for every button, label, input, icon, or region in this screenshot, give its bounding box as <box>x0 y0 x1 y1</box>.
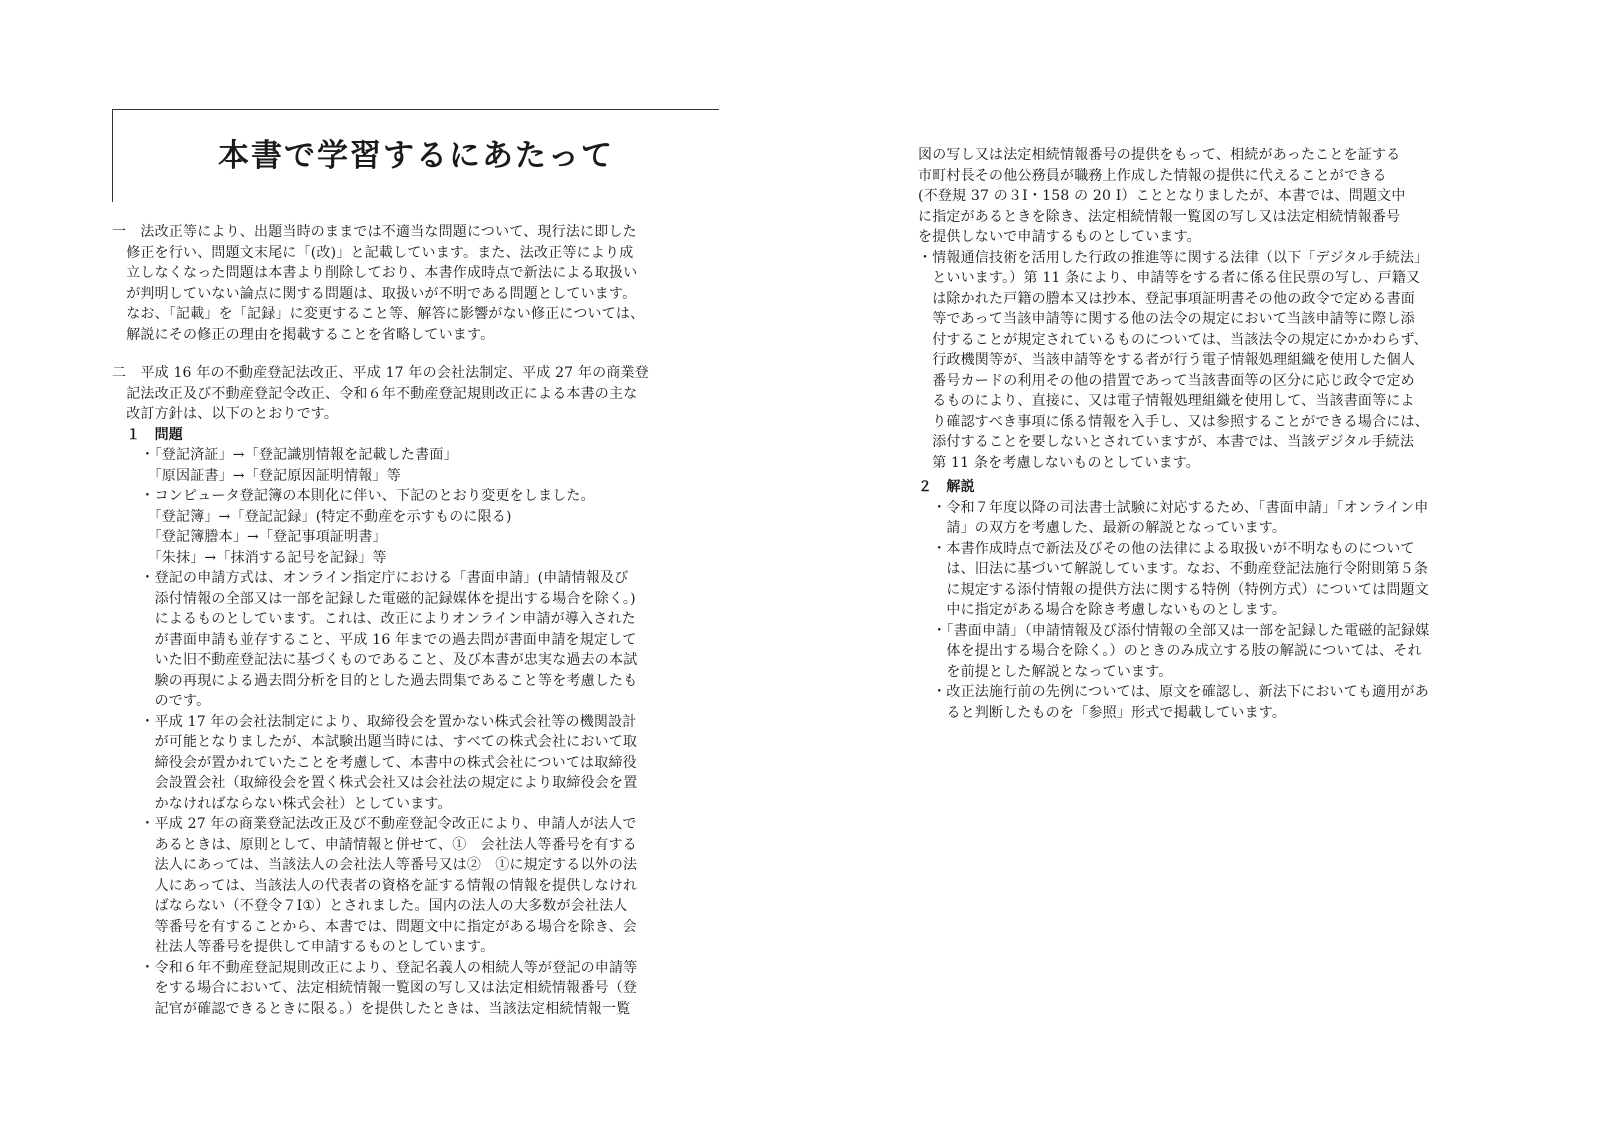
text-line: 等番号を有することから、本書では、問題文中に指定がある場合を除き、会 <box>112 918 637 935</box>
text-line: 立しなくなった問題は本書より削除しており、本書作成時点で新法による取扱い <box>112 265 638 281</box>
text-line: 付することが規定されているものについては、当該法令の規定にかかわらず、 <box>918 331 1428 348</box>
text-line: 修正を行い、問題文末尾に「(改)」と記載しています。また、法改正等により成 <box>112 244 634 261</box>
text-line: 番号カードの利用その他の措置であって当該書面等の区分に応じ政令で定め <box>918 372 1415 389</box>
text-line: なお、「記載」を「記録」に変更すること等、解答に影響がない修正については、 <box>112 306 645 322</box>
text-line: 行政機関等が、当該申請等をする者が行う電子情報処理組織を使用した個人 <box>918 352 1415 368</box>
text-line: るものにより、直接に、又は電子情報処理組織を使用して、当該書面等によ <box>918 393 1415 409</box>
title-box <box>112 109 719 202</box>
text-line: １ 問題 <box>112 426 183 443</box>
text-line: 験の再現による過去問分析を目的とした過去問集であること等を考慮したも <box>112 672 638 689</box>
text-line: は、旧法に基づいて解説しています。なお、不動産登記法施行令附則第５条 <box>918 561 1429 577</box>
text-line: ・本書作成時点で新法及びその他の法律による取扱いが不明なものについて <box>918 540 1415 557</box>
text-line: は除かれた戸籍の謄本又は抄本、登記事項証明書その他の政令で定める書面 <box>918 290 1415 307</box>
text-line: あるときは、原則として、申請情報と併せて、① 会社法人等番号を有する <box>112 836 637 853</box>
text-line: を前提とした解説となっています。 <box>918 663 1173 680</box>
text-line: をする場合において、法定相続情報一覧図の写し又は法定相続情報番号（登 <box>112 980 638 996</box>
text-line: 社法人等番号を提供して申請するものとしています。 <box>112 939 495 955</box>
text-line: 「原因証書」→「登記原因証明情報」等 <box>112 467 401 484</box>
text-line: ばならない（不登令７Ⅰ①）とされました。国内の法人の大多数が会社法人 <box>112 898 628 914</box>
text-line: 一 法改正等により、出題当時のままでは不適当な問題について、現行法に即した <box>112 224 637 240</box>
text-line: ると判断したものを「参照」形式で掲載しています。 <box>918 704 1287 721</box>
text-line: 「登記簿謄本」→「登記事項証明書」 <box>112 529 387 545</box>
text-line: 請」の双方を考慮した、最新の解説となっています。 <box>918 520 1287 536</box>
text-line: ・令和７年度以降の司法書士試験に対応するため、「書面申請」「オンライン申 <box>918 499 1429 516</box>
text-line: が書面申請も並存すること、平成 16 年までの過去問が書面申請を規定して <box>112 631 637 648</box>
text-line: (不登規 37 の３Ⅰ・158 の 20 Ⅰ）こととなりましたが、本書では、問題文中 <box>918 188 1406 204</box>
text-line: 記法改正及び不動産登記令改正、令和６年不動産登記規則改正による本書の主な <box>112 385 638 402</box>
text-line: ・「書面申請」（申請情報及び添付情報の全部又は一部を記録した電磁的記録媒 <box>918 622 1430 639</box>
text-line: 「登記簿」→「登記記録」(特定不動産を示すものに限る) <box>112 508 512 525</box>
page-title: 本書で学習するにあたって <box>218 138 614 174</box>
text-line: 改訂方針は、以下のとおりです。 <box>112 406 339 422</box>
text-line: のです。 <box>112 693 211 709</box>
text-line: 法人にあっては、当該法人の会社法人等番号又は② ①に規定する以外の法 <box>112 857 638 873</box>
text-line: 解説にその修正の理由を掲載することを省略しています。 <box>112 326 495 343</box>
text-line: が可能となりましたが、本試験出題当時には、すべての株式会社において取 <box>112 734 638 750</box>
text-line: ・平成 17 年の会社法制定により、取締役会を置かない株式会社等の機関設計 <box>112 713 637 730</box>
text-line: ・情報通信技術を活用した行政の推進等に関する法律（以下「デジタル手続法」 <box>918 249 1429 266</box>
text-line: 図の写し又は法定相続情報番号の提供をもって、相続があったことを証する <box>918 147 1401 163</box>
text-line: 中に指定がある場合を除き考慮しないものとします。 <box>918 602 1287 618</box>
text-line: 市町村長その他公務員が職務上作成した情報の提供に代えることができる <box>918 167 1387 184</box>
text-line: ・コンピュータ登記簿の本則化に伴い、下記のとおり変更をしました。 <box>112 488 595 504</box>
text-line: によるものとしています。これは、改正によりオンライン申請が導入された <box>112 611 636 627</box>
text-line: かなければならない株式会社）としています。 <box>112 795 452 812</box>
text-line: に指定があるときを除き、法定相続情報一覧図の写し又は法定相続情報番号 <box>918 208 1401 225</box>
text-line: ・平成 27 年の商業登記法改正及び不動産登記令改正により、申請人が法人で <box>112 816 637 832</box>
text-line: ・登記の申請方式は、オンライン指定庁における「書面申請」(申請情報及び <box>112 570 629 586</box>
text-line: ・令和６年不動産登記規則改正により、登記名義人の相続人等が登記の申請等 <box>112 959 638 976</box>
text-line: を提供しないで申請するものとしています。 <box>918 229 1201 245</box>
text-line: ・改正法施行前の先例については、原文を確認し、新法下においても適用があ <box>918 684 1429 700</box>
text-line: 二 平成 16 年の不動産登記法改正、平成 17 年の会社法制定、平成 27 年の商業登 <box>112 365 649 381</box>
text-line: ２ 解説 <box>918 479 975 495</box>
text-line: 第 11 条を考慮しないものとしています。 <box>918 454 1200 471</box>
text-line: が判明していない論点に関する問題は、取扱いが不明である問題としています。 <box>112 285 637 302</box>
text-line: り確認すべき事項に係る情報を入手し、又は参照することができる場合には、 <box>918 413 1429 430</box>
text-line: 記官が確認できるときに限る。）を提供したときは、当該法定相続情報一覧 <box>112 1000 631 1017</box>
text-line: 会設置会社（取締役会を置く株式会社又は会社法の規定により取締役会を置 <box>112 775 638 791</box>
text-line: 「朱抹」→「抹消する記号を記録」等 <box>112 549 387 566</box>
text-line: いた旧不動産登記法に基づくものであること、及び本書が忠実な過去の本試 <box>112 652 638 668</box>
text-line: ・「登記済証」→「登記識別情報を記載した書面」 <box>112 447 458 463</box>
text-line: 体を提出する場合を除く。）のときのみ成立する肢の解説については、それ <box>918 643 1422 659</box>
text-line: 添付情報の全部又は一部を記録した電磁的記録媒体を提出する場合を除く。) <box>112 590 636 607</box>
text-line: 等であって当該申請等に関する他の法令の規定において当該申請等に際し添 <box>918 311 1415 327</box>
text-line: 添付することを要しないとされていますが、本書では、当該デジタル手続法 <box>918 434 1415 450</box>
text-line: 人にあっては、当該法人の代表者の資格を証する情報の情報を提供しなけれ <box>112 877 638 894</box>
text-line: に規定する添付情報の提供方法に関する特例（特例方式）については問題文 <box>918 581 1429 598</box>
text-line: といいます。）第 11 条により、申請等をする者に係る住民票の写し、戸籍又 <box>918 270 1421 286</box>
text-line: 締役会が置かれていたことを考慮して、本書中の株式会社については取締役 <box>112 754 637 771</box>
